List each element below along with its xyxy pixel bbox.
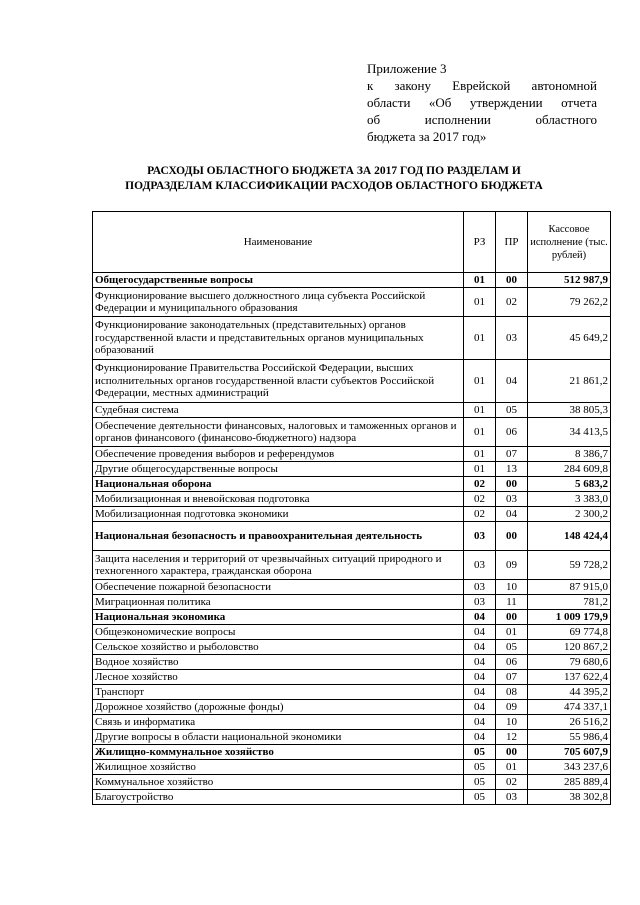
appendix-line: бюджета за 2017 год» — [367, 129, 487, 144]
row-sum: 38 805,3 — [528, 403, 611, 418]
row-rz: 02 — [464, 492, 496, 507]
row-pr: 01 — [496, 625, 528, 640]
row-rz: 05 — [464, 760, 496, 775]
row-pr: 05 — [496, 403, 528, 418]
table-row — [93, 507, 611, 522]
row-sum: 512 987,9 — [528, 273, 611, 288]
row-rz: 04 — [464, 655, 496, 670]
row-pr: 13 — [496, 462, 528, 477]
row-name: Мобилизационная и вневойсковая подготовка — [93, 492, 464, 507]
row-name: Миграционная политика — [93, 595, 464, 610]
row-rz: 02 — [464, 477, 496, 492]
row-name: Функционирование Правительства Российской Федерации, высших исполнительных органов государственной власти субъектов Российской Федерации, местных администраций — [93, 360, 464, 403]
appendix-line: к закону Еврейской автономной — [367, 78, 597, 93]
row-sum: 148 424,4 — [528, 522, 611, 551]
row-pr: 04 — [496, 507, 528, 522]
row-sum: 79 680,6 — [528, 655, 611, 670]
row-sum: 285 889,4 — [528, 775, 611, 790]
row-sum: 781,2 — [528, 595, 611, 610]
header-sum: Кассовое исполнение (тыс. рублей) — [528, 212, 611, 273]
row-rz: 03 — [464, 595, 496, 610]
row-name: Благоустройство — [93, 790, 464, 805]
table-row — [93, 775, 611, 790]
table-row — [93, 492, 611, 507]
row-pr: 00 — [496, 610, 528, 625]
row-name: Сельское хозяйство и рыболовство — [93, 640, 464, 655]
expenses-table — [92, 211, 611, 805]
table-row — [93, 790, 611, 805]
row-sum: 44 395,2 — [528, 685, 611, 700]
header-rz: РЗ — [464, 212, 496, 273]
table-row — [93, 447, 611, 462]
table-row — [93, 595, 611, 610]
row-name: Национальная оборона — [93, 477, 464, 492]
row-name: Мобилизационная подготовка экономики — [93, 507, 464, 522]
row-rz: 04 — [464, 640, 496, 655]
table-body — [93, 273, 611, 805]
table-row — [93, 551, 611, 580]
row-name: Связь и информатика — [93, 715, 464, 730]
row-rz: 05 — [464, 745, 496, 760]
document-title — [60, 164, 608, 194]
table-row — [93, 670, 611, 685]
table-row — [93, 522, 611, 551]
title-line: РАСХОДЫ ОБЛАСТНОГО БЮДЖЕТА ЗА 2017 ГОД ПО РАЗДЕЛАМ И — [147, 165, 521, 177]
row-name: Обеспечение деятельности финансовых, налоговых и таможенных органов и органов финансового (финансово-бюджетного) надзора — [93, 418, 464, 447]
row-rz: 05 — [464, 790, 496, 805]
row-rz: 01 — [464, 447, 496, 462]
row-pr: 05 — [496, 640, 528, 655]
row-rz: 04 — [464, 730, 496, 745]
row-sum: 34 413,5 — [528, 418, 611, 447]
row-name: Общеэкономические вопросы — [93, 625, 464, 640]
row-name: Судебная система — [93, 403, 464, 418]
appendix-line: области «Об утверждении отчета — [367, 95, 597, 110]
table-row — [93, 655, 611, 670]
row-pr: 11 — [496, 595, 528, 610]
table-row — [93, 760, 611, 775]
row-pr: 07 — [496, 670, 528, 685]
row-name: Водное хозяйство — [93, 655, 464, 670]
row-rz: 05 — [464, 775, 496, 790]
header-pr: ПР — [496, 212, 528, 273]
row-rz: 01 — [464, 462, 496, 477]
table-row — [93, 360, 611, 403]
row-pr: 00 — [496, 273, 528, 288]
row-sum: 343 237,6 — [528, 760, 611, 775]
row-rz: 03 — [464, 551, 496, 580]
row-rz: 01 — [464, 403, 496, 418]
row-pr: 02 — [496, 775, 528, 790]
row-rz: 04 — [464, 670, 496, 685]
table-row — [93, 640, 611, 655]
row-name: Жилищно-коммунальное хозяйство — [93, 745, 464, 760]
row-name: Коммунальное хозяйство — [93, 775, 464, 790]
row-pr: 10 — [496, 580, 528, 595]
row-pr: 02 — [496, 288, 528, 317]
row-pr: 06 — [496, 655, 528, 670]
row-pr: 04 — [496, 360, 528, 403]
row-name: Транспорт — [93, 685, 464, 700]
row-name: Защита населения и территорий от чрезвычайных ситуаций природного и техногенного характера, гражданская оборона — [93, 551, 464, 580]
row-name: Функционирование высшего должностного лица субъекта Российской Федерации и муниципального образования — [93, 288, 464, 317]
row-name: Обеспечение пожарной безопасности — [93, 580, 464, 595]
row-rz: 04 — [464, 625, 496, 640]
row-name: Обеспечение проведения выборов и референдумов — [93, 447, 464, 462]
row-name: Жилищное хозяйство — [93, 760, 464, 775]
row-pr: 06 — [496, 418, 528, 447]
appendix-note — [367, 60, 597, 145]
table-row — [93, 418, 611, 447]
row-name: Другие вопросы в области национальной экономики — [93, 730, 464, 745]
row-rz: 03 — [464, 522, 496, 551]
row-sum: 1 009 179,9 — [528, 610, 611, 625]
row-rz: 01 — [464, 360, 496, 403]
table-row — [93, 317, 611, 360]
table-row — [93, 715, 611, 730]
row-rz: 01 — [464, 288, 496, 317]
row-rz: 03 — [464, 580, 496, 595]
row-pr: 03 — [496, 317, 528, 360]
row-pr: 01 — [496, 760, 528, 775]
row-name: Дорожное хозяйство (дорожные фонды) — [93, 700, 464, 715]
table-row — [93, 288, 611, 317]
row-sum: 705 607,9 — [528, 745, 611, 760]
row-sum: 120 867,2 — [528, 640, 611, 655]
appendix-line: Приложение 3 — [367, 61, 447, 76]
table-row — [93, 580, 611, 595]
row-rz: 02 — [464, 507, 496, 522]
table-header-row — [93, 212, 611, 273]
row-name: Национальная безопасность и правоохранительная деятельность — [93, 522, 464, 551]
row-pr: 00 — [496, 477, 528, 492]
row-sum: 38 302,8 — [528, 790, 611, 805]
row-rz: 04 — [464, 610, 496, 625]
row-pr: 07 — [496, 447, 528, 462]
row-sum: 3 383,0 — [528, 492, 611, 507]
table-row — [93, 625, 611, 640]
row-pr: 12 — [496, 730, 528, 745]
row-sum: 87 915,0 — [528, 580, 611, 595]
row-sum: 69 774,8 — [528, 625, 611, 640]
row-sum: 5 683,2 — [528, 477, 611, 492]
row-rz: 01 — [464, 418, 496, 447]
table-row — [93, 273, 611, 288]
table-row — [93, 462, 611, 477]
table-row — [93, 700, 611, 715]
row-sum: 137 622,4 — [528, 670, 611, 685]
row-sum: 45 649,2 — [528, 317, 611, 360]
row-sum: 59 728,2 — [528, 551, 611, 580]
row-rz: 01 — [464, 273, 496, 288]
row-pr: 03 — [496, 790, 528, 805]
row-name: Общегосударственные вопросы — [93, 273, 464, 288]
table-row — [93, 685, 611, 700]
table-row — [93, 730, 611, 745]
row-pr: 00 — [496, 745, 528, 760]
row-pr: 09 — [496, 700, 528, 715]
header-name: Наименование — [93, 212, 464, 273]
row-rz: 04 — [464, 685, 496, 700]
row-sum: 55 986,4 — [528, 730, 611, 745]
row-sum: 79 262,2 — [528, 288, 611, 317]
table-row — [93, 610, 611, 625]
row-rz: 01 — [464, 317, 496, 360]
row-name: Национальная экономика — [93, 610, 464, 625]
row-rz: 04 — [464, 700, 496, 715]
appendix-line: об исполнении областного — [367, 112, 597, 127]
row-sum: 26 516,2 — [528, 715, 611, 730]
row-name: Лесное хозяйство — [93, 670, 464, 685]
table-row — [93, 745, 611, 760]
row-sum: 2 300,2 — [528, 507, 611, 522]
row-rz: 04 — [464, 715, 496, 730]
row-sum: 21 861,2 — [528, 360, 611, 403]
row-pr: 10 — [496, 715, 528, 730]
row-sum: 8 386,7 — [528, 447, 611, 462]
title-line: ПОДРАЗДЕЛАМ КЛАССИФИКАЦИИ РАСХОДОВ ОБЛАСТНОГО БЮДЖЕТА — [125, 180, 543, 192]
table-row — [93, 403, 611, 418]
row-sum: 284 609,8 — [528, 462, 611, 477]
row-pr: 00 — [496, 522, 528, 551]
row-name: Функционирование законодательных (представительных) органов государственной власти и представительных органов муниципальных образований — [93, 317, 464, 360]
row-pr: 08 — [496, 685, 528, 700]
row-pr: 03 — [496, 492, 528, 507]
table-row — [93, 477, 611, 492]
row-name: Другие общегосударственные вопросы — [93, 462, 464, 477]
row-sum: 474 337,1 — [528, 700, 611, 715]
row-pr: 09 — [496, 551, 528, 580]
